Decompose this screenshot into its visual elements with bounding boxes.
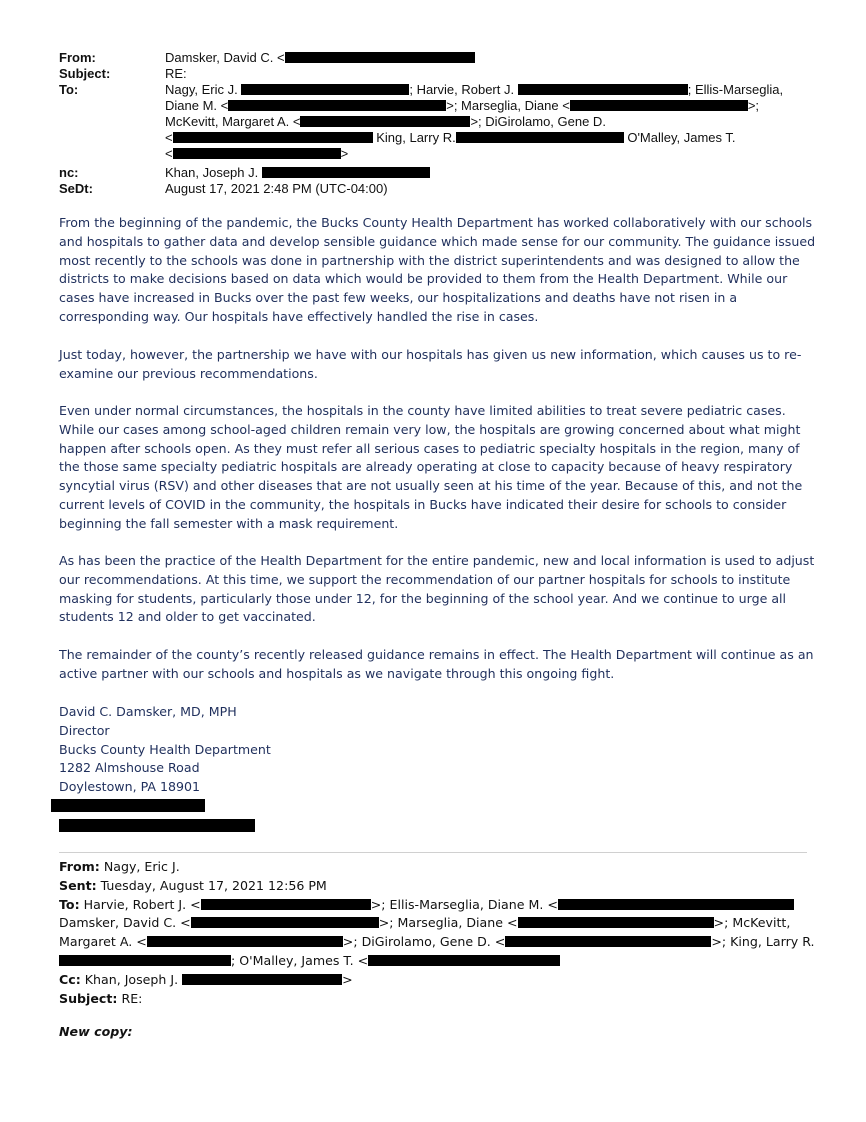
- to-label: To:: [59, 82, 79, 97]
- fwd-sent-label: Sent:: [59, 877, 97, 893]
- to-text: ; Harvie, Robert J.: [409, 82, 515, 97]
- to-text: >: [340, 146, 349, 161]
- redaction: [201, 899, 371, 910]
- redaction: [191, 917, 379, 928]
- redaction: [173, 132, 373, 143]
- redaction: [241, 84, 409, 95]
- fwd-sent-value: Tuesday, August 17, 2021 12:56 PM: [96, 877, 327, 893]
- redaction: [59, 955, 231, 966]
- cc-value: [165, 165, 815, 181]
- signature-name: David C. Damsker, MD, MPH: [59, 704, 237, 719]
- to-text: McKevitt, Margaret A. <: [165, 114, 301, 129]
- fwd-from-label: From:: [59, 859, 100, 874]
- signature-address-line-1: 1282 Almshouse Road: [59, 760, 200, 776]
- signature-address-line-2: Doylestown, PA 18901: [59, 779, 201, 795]
- from-value: [165, 50, 815, 66]
- redaction: [518, 84, 688, 95]
- to-text: Diane M. <: [165, 98, 229, 113]
- to-text: King, Larry R.: [376, 130, 456, 145]
- sent-label: SeDt:: [59, 181, 93, 196]
- to-text: <: [165, 146, 173, 161]
- new-copy-label: New copy:: [59, 1024, 133, 1039]
- fwd-cc-end: >: [342, 971, 353, 987]
- fwd-to-text: >; DiGirolamo, Gene D. <: [342, 934, 506, 950]
- redaction: [456, 132, 624, 143]
- fwd-from-value: Nagy, Eric J.: [99, 859, 180, 874]
- body-paragraph-4: As has been the practice of the Health Department for the entire pandemic, new and local information is used to adjust our recommendations. At this time, we support the recommendation of our partner hospitals for schools to institute masking for students, particularly those under 12, for the beginning of the school year. And we continue to urge all students 12 and older to get vaccinated.: [59, 553, 815, 625]
- to-text: O'Malley, James T.: [627, 130, 736, 145]
- fwd-to-text: >; King, Larry R.: [711, 934, 815, 950]
- redaction-email: [59, 819, 255, 832]
- subject-value: RE:: [165, 66, 187, 81]
- fwd-to-text: Margaret A. <: [59, 934, 147, 950]
- fwd-to-text: >; McKevitt,: [713, 915, 791, 931]
- redaction: [228, 100, 446, 111]
- redaction: [518, 917, 714, 928]
- redaction-phone: [51, 799, 205, 812]
- to-value: [165, 82, 815, 162]
- to-text: >; Marseglia, Diane <: [446, 98, 570, 113]
- fwd-to-text: >; Ellis-Marseglia, Diane M. <: [370, 896, 558, 912]
- from-label: From:: [59, 50, 96, 65]
- fwd-to-text: ; O'Malley, James T. <: [231, 952, 369, 968]
- body-paragraph-5: The remainder of the county’s recently released guidance remains in effect. The Health Department will continue as an active partner with our schools and hospitals as we navigate through this ongoing fight.: [59, 647, 814, 681]
- fwd-subject-value: RE:: [117, 990, 143, 1006]
- to-text: >;: [747, 98, 760, 113]
- forwarded-header: [59, 858, 815, 1008]
- fwd-cc-value: Khan, Joseph J.: [80, 971, 179, 987]
- to-text: >; DiGirolamo, Gene D.: [470, 114, 606, 129]
- from-name: Damsker, David C. <: [165, 50, 285, 65]
- cc-name: Khan, Joseph J.: [165, 165, 259, 180]
- signature-title: Director: [59, 722, 110, 738]
- cc-label: nc:: [59, 165, 79, 180]
- divider: [59, 852, 807, 853]
- redaction: [182, 974, 342, 985]
- fwd-subject-label: Subject:: [59, 990, 118, 1006]
- fwd-to-label: To:: [59, 896, 80, 912]
- body-paragraph-3: Even under normal circumstances, the hospitals in the county have limited abilities to treat severe pediatric cases. While our cases among school-aged children remain very low, the hospitals are growing concerned about what might happen after schools open. As they must refer all serious cases to pediatric specialty hospitals in the region, many of the those same specialty pediatric hospitals are already operating at close to capacity because of heavy respiratory syncytial virus (RSV) and other diseases that are not usually seen at his time of the year. Because of this, and not the current levels of COVID in the community, the hospitals in Bucks have indicated their desire for schools to consider beginning the fall semester with a mask requirement.: [59, 403, 803, 531]
- redaction: [570, 100, 748, 111]
- redaction: [505, 936, 711, 947]
- redaction: [147, 936, 343, 947]
- redaction: [262, 167, 430, 178]
- redaction: [173, 148, 341, 159]
- fwd-to-text: Harvie, Robert J. <: [79, 896, 201, 912]
- signature-org: Bucks County Health Department: [59, 741, 271, 757]
- subject-label: Subject:: [59, 66, 111, 81]
- fwd-to-text: >; Marseglia, Diane <: [378, 915, 518, 931]
- fwd-cc-label: Cc:: [59, 971, 81, 987]
- sent-value: August 17, 2021 2:48 PM (UTC-04:00): [165, 181, 388, 196]
- to-text: Nagy, Eric J.: [165, 82, 238, 97]
- body-paragraph-1: From the beginning of the pandemic, the Bucks County Health Department has worked collaboratively with our schools and hospitals to gather data and develop sensible guidance which made sense for our community. The guidance issued most recently to the schools was done in partnership with the district superintendents and was designed to allow the districts to make decisions based on data which would be provided to them from the Health Department. While our cases have increased in Bucks over the past few weeks, our hospitalizations and deaths have not risen in a corresponding way. Our hospitals have effectively handled the rise in cases.: [59, 215, 816, 324]
- signature-block: [59, 703, 271, 797]
- to-text: <: [165, 130, 173, 145]
- redaction: [368, 955, 560, 966]
- redaction: [300, 116, 470, 127]
- redaction: [285, 52, 475, 63]
- fwd-to-text: Damsker, David C. <: [59, 915, 191, 931]
- redaction: [558, 899, 794, 910]
- to-text: ; Ellis-Marseglia,: [687, 82, 784, 97]
- body-paragraph-2: Just today, however, the partnership we have with our hospitals has given us new information, which causes us to re-examine our previous recommendations.: [59, 347, 802, 381]
